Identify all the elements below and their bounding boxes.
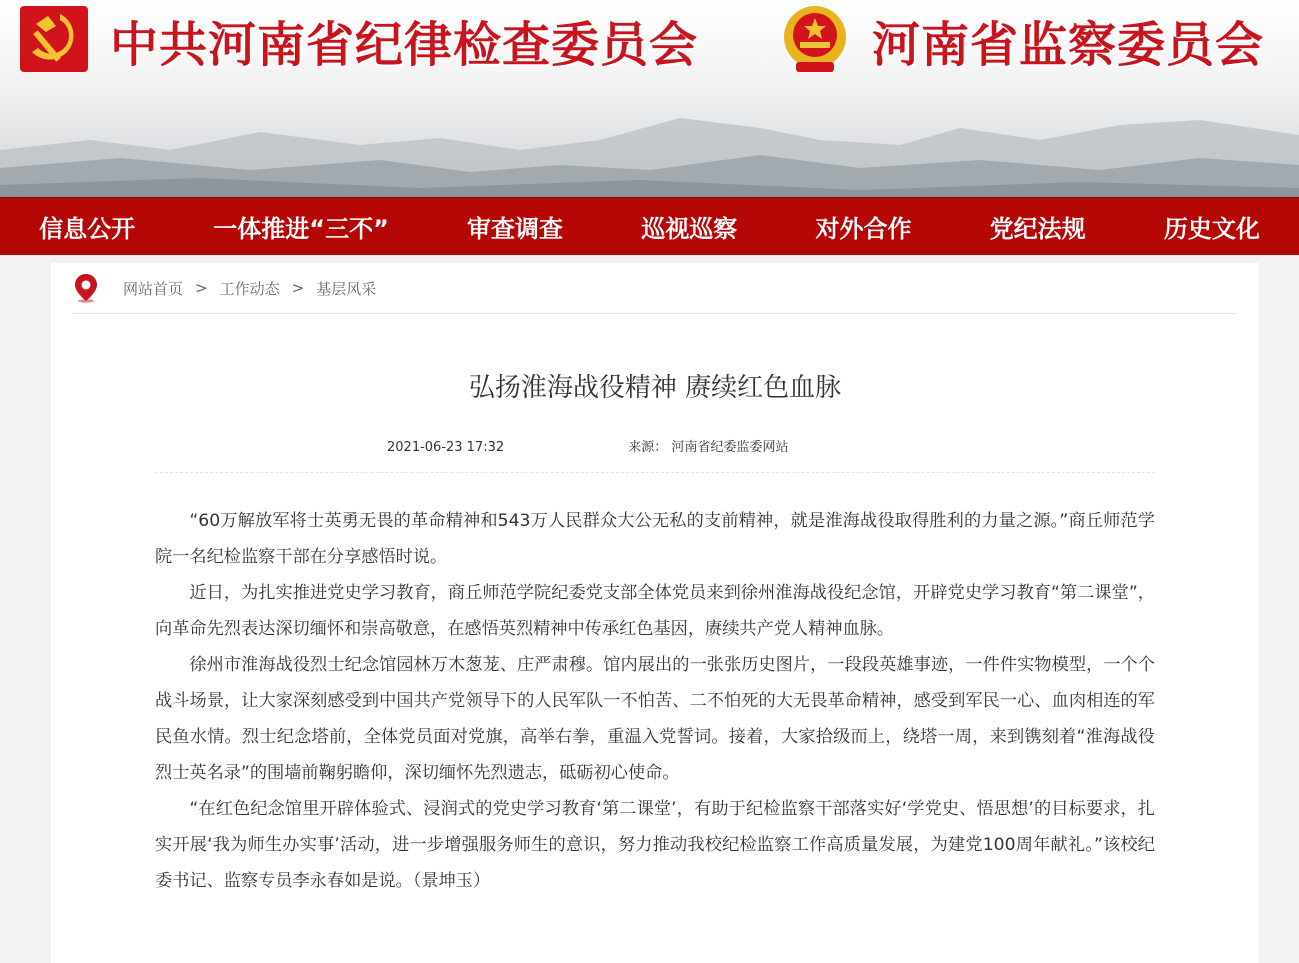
header-banner [0,0,1299,197]
nav-item-investigation[interactable]: 审查调查 [467,215,564,243]
nav-item-foreign-cooperation[interactable]: 对外合作 [815,215,912,243]
breadcrumb-grassroots-link[interactable]: 基层风采 [316,279,377,298]
title-divider [155,472,1155,473]
article-paragraph: “在红色纪念馆里开辟体验式、浸润式的党史学习教育‘第二课堂’，有助于纪检监察干部落实好‘学党史、悟思想’的目标要求，扎实开展‘我为师生办实事’活动，进一步增强服务师生的意识，努力推动我校纪检监察工作高质量发展，为建党100周年献礼。”该校纪委书记、监察专员李永春如是说。（景坤玉） [155,799,1155,891]
breadcrumb-separator: > [195,279,208,297]
nav-item-info-disclosure[interactable]: 信息公开 [39,215,136,243]
nav-item-history-culture[interactable]: 历史文化 [1163,215,1260,243]
cpc-commission-title: 中共河南省纪律检查委员会 [110,17,699,73]
article-paragraph: 近日，为扎实推进党史学习教育，商丘师范学院纪委党支部全体党员来到徐州淮海战役纪念馆，开辟党史学习教育“第二课堂”，向革命先烈表达深切缅怀和崇高敬意，在感悟英烈精神中传承红色基因，赓续共产党人精神血脉。 [155,583,1155,639]
breadcrumb-separator: > [291,279,305,297]
article-source: 河南省纪委监委网站 [671,440,789,455]
supervision-commission-title: 河南省监察委员会 [872,17,1265,73]
breadcrumb-home-link[interactable]: 网站首页 [123,279,184,298]
party-emblem-icon [16,2,92,76]
article-date: 2021-06-23 17:32 [387,440,505,455]
nav-item-inspection[interactable]: 巡视巡察 [641,215,738,243]
location-pin-icon [73,273,99,303]
nav-item-three-nots[interactable]: 一体推进“三不” [213,215,389,243]
content-panel [51,263,1259,963]
nav-item-party-regulations[interactable]: 党纪法规 [989,215,1086,243]
breadcrumb-work-news-link[interactable]: 工作动态 [219,279,280,298]
national-emblem-icon [780,2,850,76]
article-source-label: 来源： [628,440,668,455]
article-meta [387,436,788,455]
article-body [155,503,1155,899]
breadcrumb [73,263,1237,314]
article-paragraph: 徐州市淮海战役烈士纪念馆园林万木葱茏、庄严肃穆。馆内展出的一张张历史图片，一段段英雄事迹，一件件实物模型，一个个战斗场景，让大家深刻感受到中国共产党领导下的人民军队一不怕苦、二不怕死的大无畏革命精神，感受到军民一心、血肉相连的军民鱼水情。烈士纪念塔前，全体党员面对党旗，高举右拳，重温入党誓词。接着，大家拾级而上，绕塔一周，来到镌刻着“淮海战役烈士英名录”的围墙前鞠躬瞻仰，深切缅怀先烈遗志，砥砺初心使命。 [155,655,1155,783]
article-title: 弘扬淮海战役精神 赓续红色血脉 [468,373,842,403]
main-nav [0,197,1299,255]
article-paragraph: “60万解放军将士英勇无畏的革命精神和543万人民群众大公无私的支前精神，就是淮海战役取得胜利的力量之源。”商丘师范学院一名纪检监察干部在分享感悟时说。 [155,511,1155,567]
